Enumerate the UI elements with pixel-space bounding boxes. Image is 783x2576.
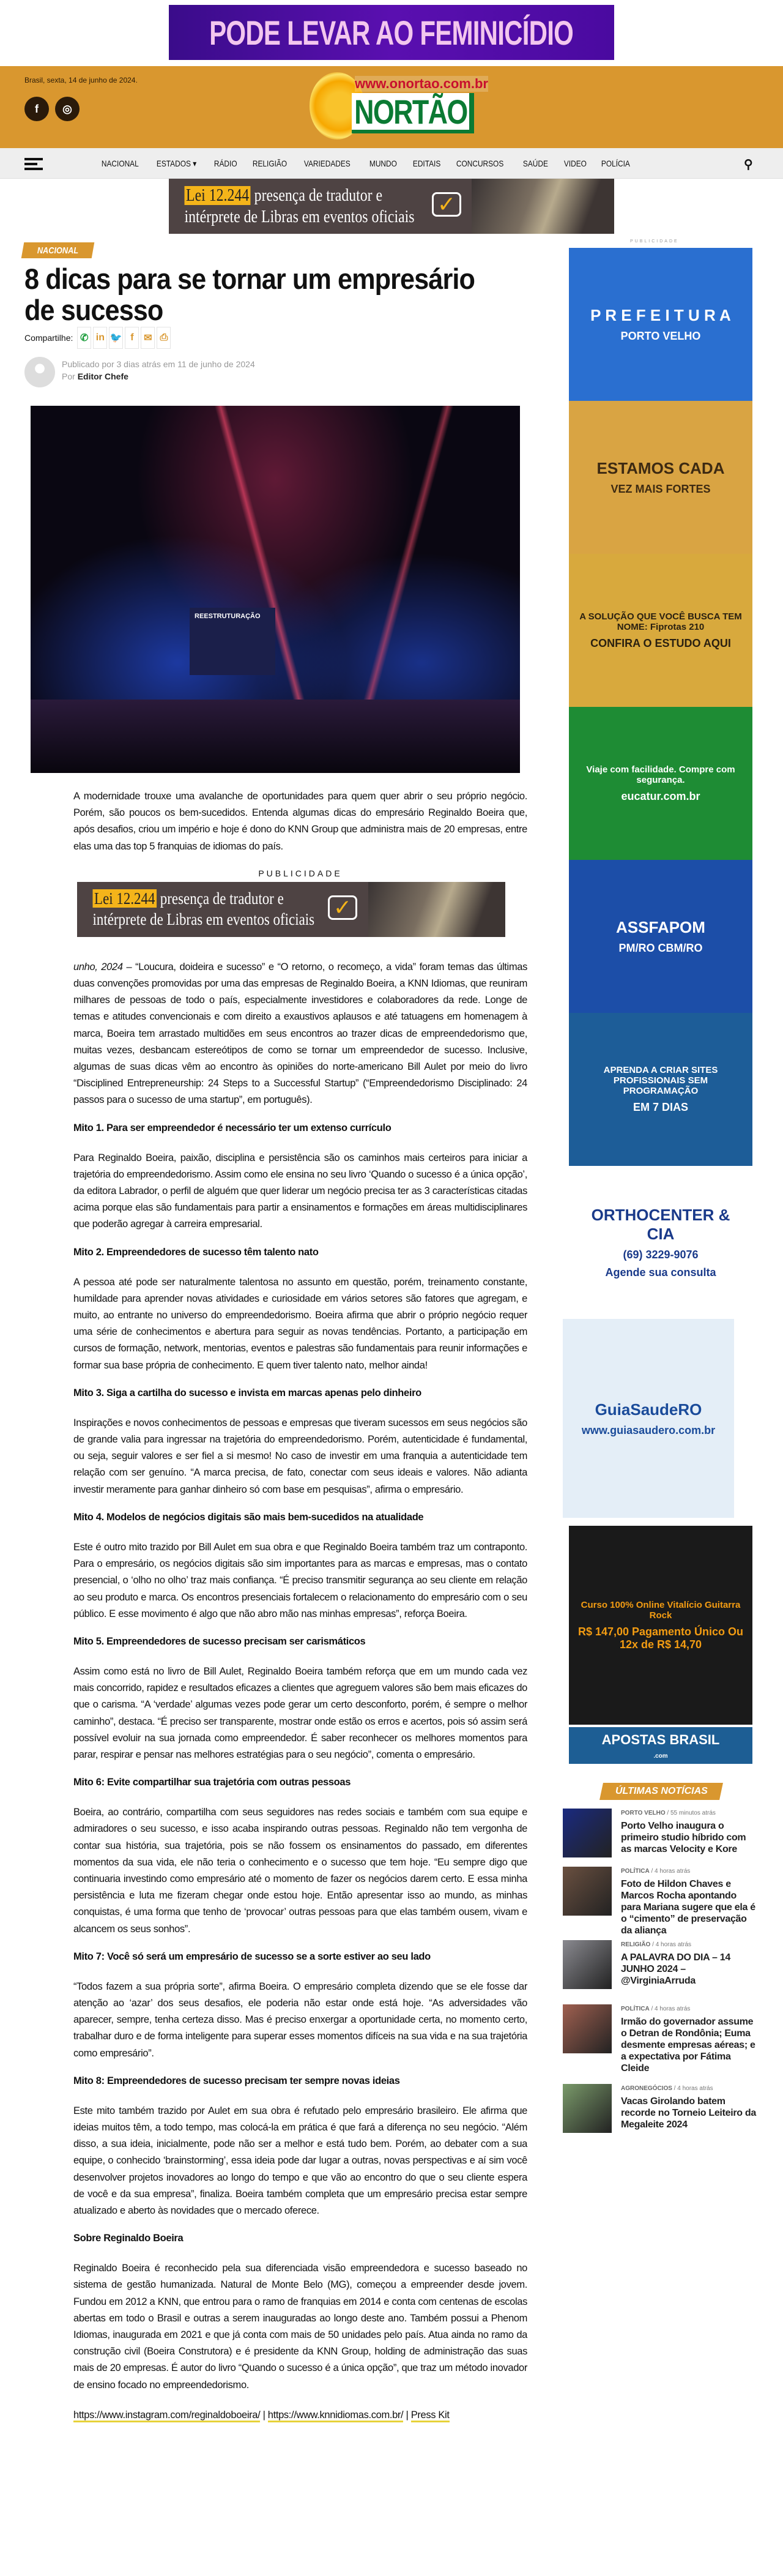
- author-avatar: [24, 357, 55, 387]
- logo-url: www.onortao.com.br: [355, 76, 488, 91]
- search-icon[interactable]: ⚲: [744, 158, 753, 171]
- news-category[interactable]: POLÍTICA: [621, 1868, 650, 1875]
- ad-text: APRENDA A CRIAR SITES PROFISSIONAIS SEM PROGRAMAÇÃO: [603, 1065, 718, 1096]
- ad-text: .com: [653, 1752, 668, 1760]
- check-icon: ✓: [432, 192, 461, 217]
- ad-text: A SOLUÇÃO QUE VOCÊ BUSCA TEM NOME: Fiprotas 210: [579, 611, 742, 632]
- news-time: 4 horas atrás: [655, 2006, 691, 2012]
- section-heading: Sobre Reginaldo Boeira: [73, 2233, 184, 2244]
- main-nav: [0, 148, 783, 179]
- ad-text: EM 7 DIAS: [633, 1101, 689, 1113]
- email-icon[interactable]: ✉: [141, 327, 155, 349]
- web7-ad[interactable]: [569, 1013, 752, 1166]
- libras-ad-header[interactable]: [169, 179, 614, 234]
- ad-label: PUBLICIDADE: [258, 868, 343, 878]
- article-paragraph: Este mito também trazido por Aulet em sua obra é refutado pelo empresário brasileiro. Ele afirma que ideias muitos têm, a todo tempo, mas colocá-la em prática é que fará a diferença no seu negócio. “Além disso, a sua ideia, inicialmente, pode não ser a melhor e está tudo bem. Porém, ao debater com a sua equipe, o conhecido ‘brainstorming’, essa ideia pode dar lugar a outras, novas perspectivas e aí sim você desenvolver projetos inovadores ao longo do tempo e que vão ao encontro do que o seu cliente espera de você e da sua empresa”, finaliza. Boeira também completa que um empresário precisa estar sempre atualizado e aberto às novidades que o mercado oferece.: [73, 2105, 527, 2216]
- news-title[interactable]: Foto de Hildon Chaves e Marcos Rocha apontando para Mariana sugere que ela é o “cimento” de preservação da aliança: [621, 1879, 755, 1936]
- site-header: [0, 66, 783, 148]
- ad-text: www.guiasaudero.com.br: [581, 1424, 716, 1436]
- section-heading: Mito 6: Evite compartilhar sua trajetória com outras pessoas: [73, 1777, 351, 1788]
- stage-screen: REESTRUTURAÇÃO: [190, 608, 275, 675]
- article-paragraph: Este é outro mito trazido por Bill Aulet em sua obra e que Reginaldo Boeira também traz um contraponto. Para o empresário, os negócios digitais são sim importantes para as marcas e empresas, mas o contato presencial, o ‘olho no olho’ traz mais confiança. “É preciso transmitir segurança ao seu cliente em relação ao seu produto e marca. Os encontros presenciais fortalecem o relacionamento do empresário com o seu público. E esse movimento é algo que não abro mão nas minhas empresas”, reforça Boeira.: [73, 1541, 527, 1619]
- assfapom-ad[interactable]: [569, 860, 752, 1013]
- top-banner-ad[interactable]: PODE LEVAR AO FEMINICÍDIO: [169, 5, 614, 60]
- nav-item-5[interactable]: MUNDO: [369, 159, 397, 168]
- nav-items: [94, 148, 639, 179]
- ad-text: eucatur.com.br: [621, 790, 700, 802]
- ad-text: Agende sua consulta: [605, 1266, 716, 1279]
- article-links: https://www.instagram.com/reginaldoboeira/ | https://www.knnidiomas.com.br/ | Press Kit: [73, 2407, 527, 2424]
- section-heading: Mito 7: Você só será um empresário de sucesso se a sorte estiver ao seu lado: [73, 1951, 431, 1962]
- news-category[interactable]: AGRONEGÓCIOS: [621, 2085, 672, 2092]
- news-time: 4 horas atrás: [655, 1941, 692, 1948]
- whatsapp-icon[interactable]: ✆: [77, 327, 91, 349]
- share-bar: [24, 327, 171, 349]
- published-date: Publicado por 3 dias atrás em 11 de junho de 2024: [62, 359, 255, 369]
- prefeitura-porto-velho-ad[interactable]: [569, 248, 752, 401]
- nav-item-1[interactable]: ESTADOS ▾: [156, 158, 196, 168]
- menu-icon[interactable]: [24, 158, 43, 170]
- ad-text: APOSTAS BRASIL: [601, 1731, 720, 1747]
- article-paragraph: Reginaldo Boeira é reconhecido pela sua diferenciada visão empreendedora e sucesso baseado no sistema de gestão humanizada. Natural de Monte Belo (MG), começou a empreender desde jovem. Fundou em 2012 a KNN, que entrou para o ramo de franquias em 2014 e conta com centenas de escolas abertas em todo o Brasil e outras a serem inauguradas ao longo deste ano. Também possui a Phenom Idiomas, inaugurada em 2021 e que já conta com mais de 50 unidades pelo país. Atua ainda no ramo da construção civil (Boeira Construtora) e é presidente da KNN Group, holding de administração das suas mais de 20 empresas. É autor do livro “Quando o sucesso é a única opção”, que traz um método inovador de ensino focado no empreendedorismo.: [73, 2263, 527, 2391]
- linkedin-icon[interactable]: in: [93, 327, 107, 349]
- ad-text: ESTAMOS CADA: [596, 459, 725, 477]
- category-badge[interactable]: NACIONAL: [21, 242, 95, 258]
- article-paragraph: Assim como está no livro de Bill Aulet, Reginaldo Boeira também reforça que em um mundo cada vez mais concorrido, rapidez e resultados eficazes a clientes que agreguem valores são bem mais eficazes do que o carisma. “A ‘verdade’ algumas vezes pode gerar um certo desconforto, porém, é sempre o melhor caminho”, destaca. “É preciso ser transparente, mostrar onde estão os erros e acertos, pois só assim será possível evoluir na sua jornada como empreendedor. É saber reconhecer os melhores momentos para parar, respirar e pensar nas melhores estratégias para o seu negócio”, comenta o empresário.: [73, 1665, 527, 1760]
- author-name[interactable]: Editor Chefe: [77, 371, 128, 381]
- ad-line2: intérprete de Libras em eventos oficiais: [92, 909, 315, 928]
- ad-text: ORTHOCENTER & CIA: [591, 1206, 730, 1243]
- news-title[interactable]: Porto Velho inaugura o primeiro studio híbrido com as marcas Velocity e Kore: [621, 1821, 746, 1854]
- site-logo[interactable]: [306, 72, 488, 140]
- facebook-icon[interactable]: f: [125, 327, 139, 349]
- section-heading: Mito 4. Modelos de negócios digitais são mais bem-sucedidos na atualidade: [73, 1511, 424, 1523]
- section-heading: Mito 3. Siga a cartilha do sucesso e invista em marcas apenas pelo dinheiro: [73, 1387, 421, 1398]
- ad-highlight: Lei 12.244: [185, 186, 251, 205]
- ad-text: PORTO VELHO: [620, 330, 701, 342]
- news-category[interactable]: PORTO VELHO: [621, 1810, 666, 1816]
- ad-text: VEZ MAIS FORTES: [610, 483, 711, 495]
- ad-text: ASSFAPOM: [616, 918, 705, 936]
- knn-link[interactable]: https://www.knnidiomas.com.br/: [268, 2410, 404, 2422]
- section-heading: Mito 5. Empreendedores de sucesso precisam ser carismáticos: [73, 1635, 366, 1647]
- nav-item-9[interactable]: VIDEO: [563, 159, 587, 168]
- article-paragraph: A pessoa até pode ser naturalmente talentosa no assunto em questão, porém, treinamento constante, humildade para aprender novas atividades e curiosidade em vários setores são fatores que agregam, e muito, ao entrante no universo do empreendedorismo. Boeira afirma que abrir o próprio negócio requer uma série de conhecimentos e abertura para seguir as novas tendências. Portanto, a participação em cursos de formação, network, mentorias, eventos e palestras são fundamentais para reunir informações e formar sua base própria de conhecimento. E quem tiver talento nato, melhor ainda!: [73, 1276, 527, 1371]
- orthocenter-ad[interactable]: [569, 1166, 752, 1319]
- news-title[interactable]: Irmão do governador assume o Detran de Rondônia; Euma desmente empresas aéreas; e a expectativa por Fátima Cleide: [621, 2017, 755, 2074]
- instagram-link[interactable]: https://www.instagram.com/reginaldoboeira/: [73, 2410, 260, 2422]
- news-title[interactable]: A PALAVRA DO DIA – 14 JUNHO 2024 – @VirginiaArruda: [621, 1952, 730, 1986]
- article-paragraph: Inspirações e novos conhecimentos de pessoas e empresas que tiveram sucessos em seus negócios são de grande valia para ingressar na trajetória do empreendedorismo. Porém, autenticidade é fundamental, ou seja, seguir valores e ser fiel a si mesmo! No caso de investir em uma franquia a autenticidade tem relação com ser genuíno. “A marca precisa, de fato, conectar com seus ideais e valores. Não adianta investir meramente para ganhar dinheiro só com base em pesquisas”, afirma o empresário.: [73, 1417, 527, 1495]
- estamos-mais-fortes-ad[interactable]: [569, 401, 752, 554]
- nav-item-7[interactable]: CONCURSOS: [456, 159, 504, 168]
- ad-text: CONFIRA O ESTUDO AQUI: [590, 637, 731, 649]
- apostas-brasil-ad[interactable]: [569, 1727, 752, 1764]
- guitarra-rock-ad[interactable]: [569, 1526, 752, 1725]
- news-thumbnail[interactable]: [563, 2084, 612, 2133]
- libras-ad-inline[interactable]: [77, 882, 505, 937]
- article-paragraph: Boeira, ao contrário, compartilha com seus seguidores nas redes sociais e também com sua equipe e admiradores o seu sucesso, e isso acaba inspirando outras pessoas. Reginaldo não tem vergonha de contar sua história, sua trajetória, pois se não fossem os ensinamentos do passado, em diferentes momentos da sua vida, ele não teria o conhecimento e o sucesso que tem hoje. “Eu sempre digo que continuaria investindo como empresário até o momento de fazer os negócios darem certo. E essa minha persistência e luta me fizeram chegar onde estou hoje. Então apresentar isso ao mundo, as minhas conquistas, é uma forma que tenho de ‘provocar’ outras pessoas para que elas também ousem, vivam e alcancem os seus sonhos”.: [73, 1807, 527, 1935]
- ad-line2: intérprete de Libras em eventos oficiais: [184, 207, 415, 226]
- print-icon[interactable]: ⎙: [157, 327, 171, 349]
- ad-photo: [368, 882, 505, 937]
- ad-line1: presença de tradutor e: [157, 889, 284, 908]
- section-heading: Mito 1. Para ser empreendedor é necessário ter um extenso currículo: [73, 1122, 392, 1133]
- instagram-icon[interactable]: ◎: [55, 97, 80, 121]
- news-category[interactable]: RELIGIÃO: [621, 1941, 651, 1948]
- author-line: Por Editor Chefe: [62, 371, 128, 381]
- ad-text: (69) 3229-9076: [623, 1249, 699, 1261]
- facebook-icon[interactable]: f: [24, 97, 49, 121]
- ad-text: Viaje com facilidade. Compre com segurança.: [586, 764, 735, 785]
- article-intro: A modernidade trouxe uma avalanche de oportunidades para quem quer abrir o seu próprio negócio. Porém, são poucos os bem-sucedidos. Entenda algumas dicas do empresário Reginaldo Boeira que, após desafios, criou um império e hoje é dono do KNN Group que administra mais de 20 empresas, entre elas uma das top 5 franquias de idiomas do país.: [73, 791, 527, 852]
- share-label: Compartilhe:: [24, 333, 73, 343]
- section-heading: Mito 2. Empreendedores de sucesso têm talento nato: [73, 1246, 319, 1258]
- article-hero-image: [31, 406, 520, 773]
- nav-item-0[interactable]: NACIONAL: [101, 159, 139, 168]
- nav-item-6[interactable]: EDITAIS: [412, 159, 441, 168]
- ad-text: PM/RO CBM/RO: [618, 942, 703, 954]
- press-kit-link[interactable]: Press Kit: [411, 2410, 450, 2422]
- nav-item-2[interactable]: RÁDIO: [214, 159, 237, 168]
- ad-text: R$ 147,00 Pagamento Único Ou 12x de R$ 14,70: [577, 1625, 744, 1651]
- ad-text: GuiaSaudeRO: [595, 1400, 702, 1419]
- ad-photo: [472, 179, 614, 234]
- article-paragraph: Para Reginaldo Boeira, paixão, disciplina e persistência são os caminhos mais certeiros para iniciar a trajetória do empreendedorismo. Assim como ele ensina no seu livro ‘Quando o sucesso é a única opção’, da editora Labrador, o perfil de alguém que quer liderar um negócio precisa ter as 3 características citadas acima porque elas são fundamentais para partir a ensinamentos e formações em áreas multidisciplinares que poderão agregar à carreira empresarial.: [73, 1152, 527, 1230]
- section-heading: Mito 8: Empreendedores de sucesso precisam ter sempre novas ideias: [73, 2075, 400, 2086]
- news-time: 4 horas atrás: [655, 1868, 691, 1875]
- current-date: Brasil, sexta, 14 de junho de 2024.: [24, 76, 138, 84]
- lead-dateline: unho, 2024: [73, 961, 123, 973]
- check-icon: ✓: [328, 895, 357, 920]
- news-thumbnail[interactable]: [563, 1867, 612, 1916]
- article-paragraph: “Todos fazem a sua própria sorte”, afirma Boeira. O empresário completa dizendo que se ele fosse dar atenção ao ‘azar’ dos seus desafios, ele poderia não estar onde está hoje. “As adversidades vão aparecer, sempre, tenha certeza disso. Mas é preciso enxergar a oportunidade certa, no momento certo, trabalhar duro e de forma inteligente para superar esses momentos difíceis na sua vida e na sua trajetória como empresário”.: [73, 1981, 527, 2059]
- twitter-icon[interactable]: 🐦: [109, 327, 123, 349]
- article-paragraph: unho, 2024 – “Loucura, doideira e sucesso” e “O retorno, o recomeço, a vida” foram temas das últimas duas convenções promovidas por uma das empresas de Reginaldo Boeira, a KNN Idiomas, que reuniram milhares de pessoas de todo o país, especialmente investidores e colaboradores da rede. Longe de temas e atitudes convencionais e com direito a exaustivos aplausos e até tatuagens em homenagem à marca, Boeira tem arrastado multidões em seus encontros ao trazer dicas de empreendedorismo que, muitas vezes, desbancam estereótipos de como se tornar um empreendedor de sucesso. Inclusive, algumas de suas dicas vêm ao encontro às opiniões do norte-americano Bill Aulet por meio do livro “Disciplined Entrepreneurship: 24 Steps to a Successful Startup” (“Empreendedorismo Disciplinado: 24 passos para o sucesso de uma startup”, em português).: [73, 961, 527, 1106]
- fiprotas-ad[interactable]: [569, 554, 752, 707]
- news-category[interactable]: POLÍTICA: [621, 2006, 650, 2012]
- ad-line1: presença de tradutor e: [250, 186, 383, 205]
- news-thumbnail[interactable]: [563, 1809, 612, 1857]
- sidebar-ad-label: PUBLICIDADE: [630, 239, 679, 244]
- nav-item-4[interactable]: VARIEDADES: [303, 159, 351, 168]
- news-time: 55 minutos atrás: [670, 1810, 716, 1816]
- nav-item-10[interactable]: POLÍCIA: [601, 159, 631, 168]
- news-thumbnail[interactable]: [563, 2004, 612, 2053]
- news-time: 4 horas atrás: [677, 2085, 713, 2092]
- news-title[interactable]: Vacas Girolando batem recorde no Torneio Leiteiro da Megaleite 2024: [621, 2096, 756, 2130]
- ad-text: Curso 100% Online Vitalício Guitarra Rock: [581, 1599, 741, 1621]
- logo-name: NORTÃO: [354, 92, 467, 131]
- eucatur-ad[interactable]: [569, 707, 752, 860]
- article-title: 8 dicas para se tornar um empresário de sucesso: [24, 263, 475, 326]
- ad-text: P R E F E I T U R A: [590, 306, 731, 324]
- article-body: [73, 788, 527, 2437]
- news-thumbnail[interactable]: [563, 1940, 612, 1989]
- nav-item-8[interactable]: SAÚDE: [523, 159, 549, 168]
- ad-highlight: Lei 12.244: [93, 889, 157, 908]
- guiasaude-ad[interactable]: [563, 1319, 734, 1518]
- nav-item-3[interactable]: RELIGIÃO: [252, 159, 287, 168]
- latest-news-heading: ÚLTIMAS NOTÍCIAS: [599, 1783, 723, 1800]
